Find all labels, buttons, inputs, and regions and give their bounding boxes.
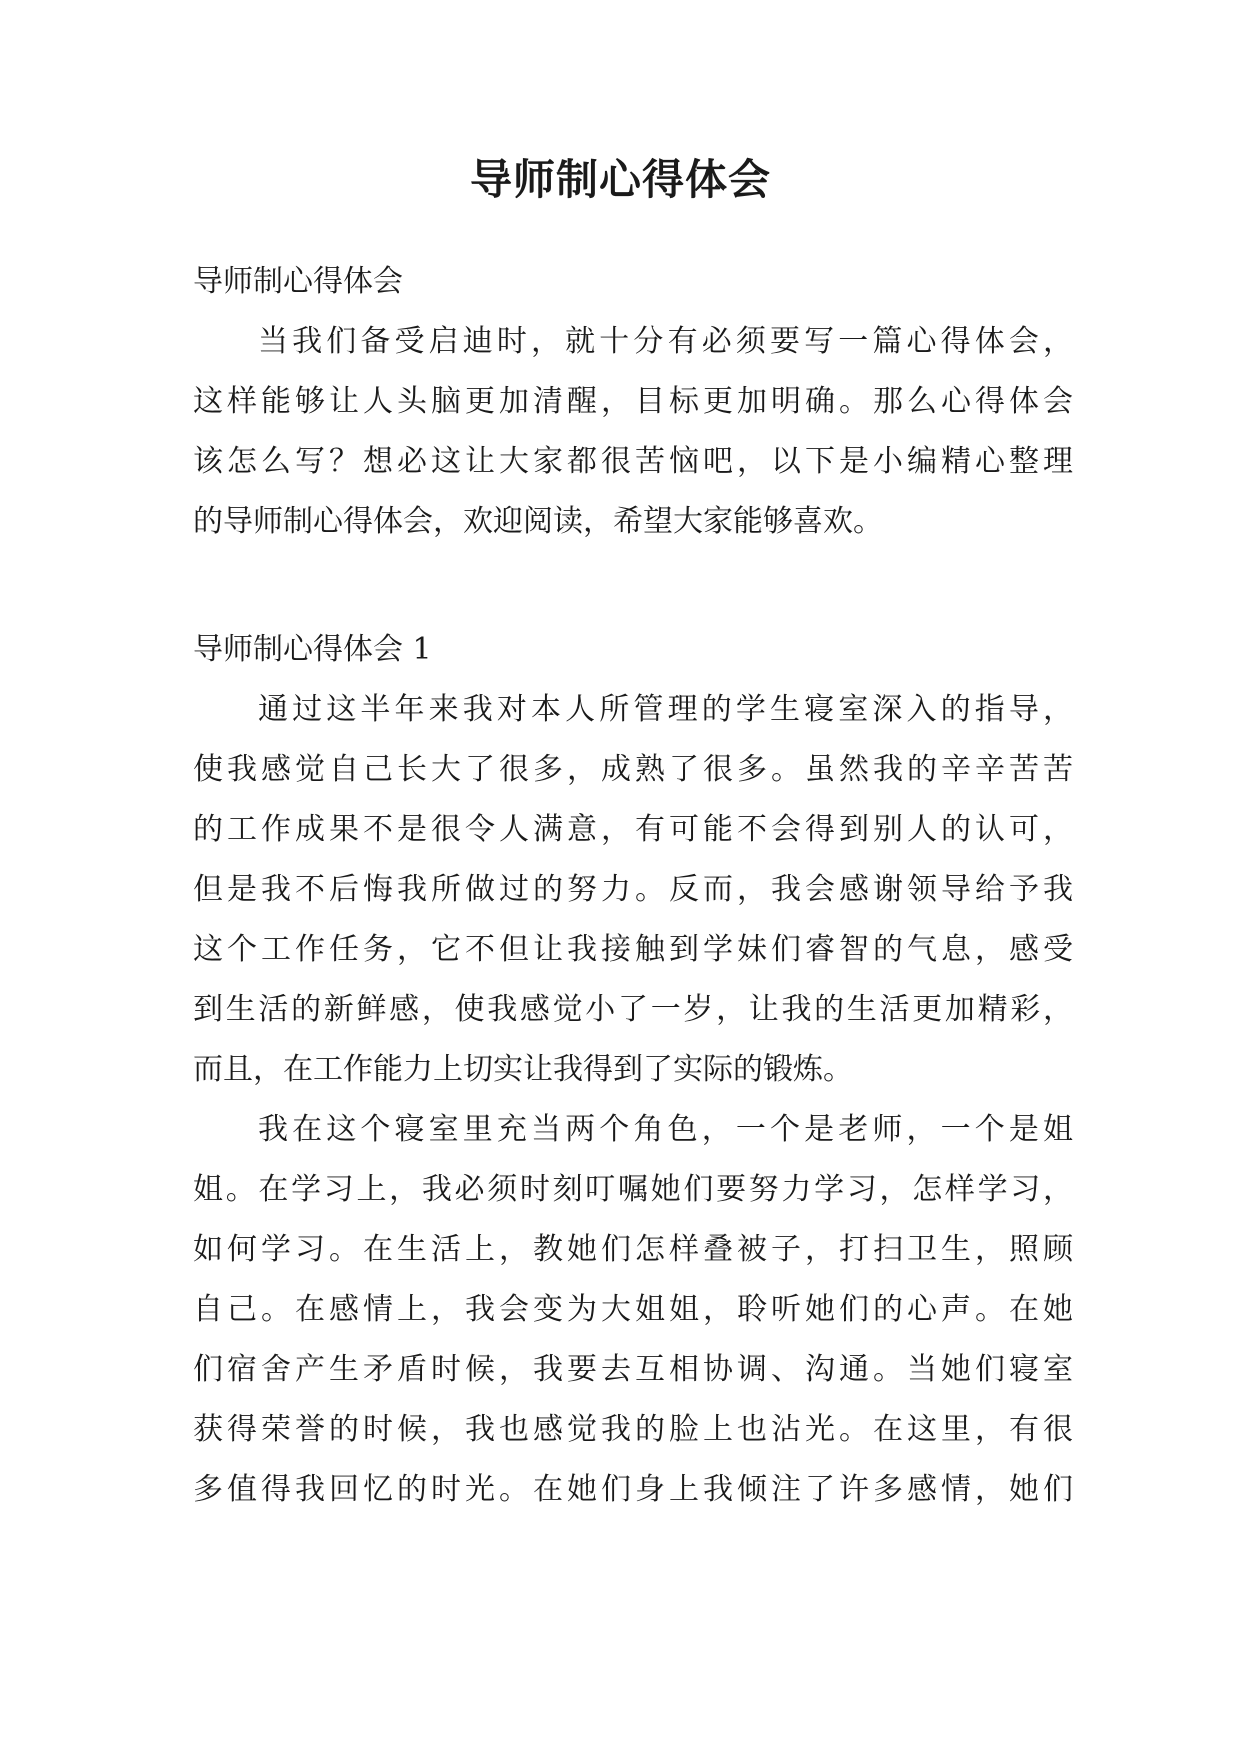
section-1-para-2-line: 多值得我回忆的时光。在她们身上我倾注了许多感情，她们: [193, 1472, 1073, 1507]
section-1-para-1-line: 的工作成果不是很令人满意，有可能不会得到别人的认可，: [193, 812, 1073, 847]
section-1-para-1-line: 使我感觉自己长大了很多，成熟了很多。虽然我的辛辛苦苦: [193, 752, 1073, 787]
intro-line: 当我们备受启迪时，就十分有必须要写一篇心得体会，: [258, 324, 1073, 359]
section-1-para-1-line: 到生活的新鲜感，使我感觉小了一岁，让我的生活更加精彩，: [193, 992, 1073, 1027]
section-1: [193, 620, 1073, 1520]
section-1-para-1-line: 这个工作任务，它不但让我接触到学妹们睿智的气息，感受: [193, 932, 1073, 967]
intro-line: 这样能够让人头脑更加清醒，目标更加明确。那么心得体会: [193, 384, 1073, 419]
section-1-para-2-line: 自己。在感情上，我会变为大姐姐，聆听她们的心声。在她: [193, 1292, 1073, 1327]
section-1-para-2-line: 我在这个寝室里充当两个角色，一个是老师，一个是姐: [258, 1112, 1073, 1147]
section-1-para-1-line: 而且，在工作能力上切实让我得到了实际的锻炼。: [193, 1052, 853, 1087]
intro-heading: 导师制心得体会: [193, 264, 403, 299]
section-1-para-2-line: 如何学习。在生活上，教她们怎样叠被子，打扫卫生，照顾: [193, 1232, 1073, 1267]
intro-line: 该怎么写？想必这让大家都很苦恼吧，以下是小编精心整理: [193, 444, 1073, 479]
section-1-para-2-line: 获得荣誉的时候，我也感觉我的脸上也沾光。在这里，有很: [193, 1412, 1073, 1447]
section-1-para-1-line: 通过这半年来我对本人所管理的学生寝室深入的指导，: [258, 692, 1073, 727]
intro-line: 的导师制心得体会，欢迎阅读，希望大家能够喜欢。: [193, 504, 883, 539]
section-1-para-2-line: 们宿舍产生矛盾时候，我要去互相协调、沟通。当她们寝室: [193, 1352, 1073, 1387]
document-title: 导师制心得体会: [469, 155, 771, 204]
section-1-para-2-line: 姐。在学习上，我必须时刻叮嘱她们要努力学习，怎样学习，: [193, 1172, 1073, 1207]
section-1-para-1-line: 但是我不后悔我所做过的努力。反而，我会感谢领导给予我: [193, 872, 1073, 907]
section-1-heading: 导师制心得体会 1: [193, 632, 432, 667]
intro-section: [193, 252, 1073, 552]
